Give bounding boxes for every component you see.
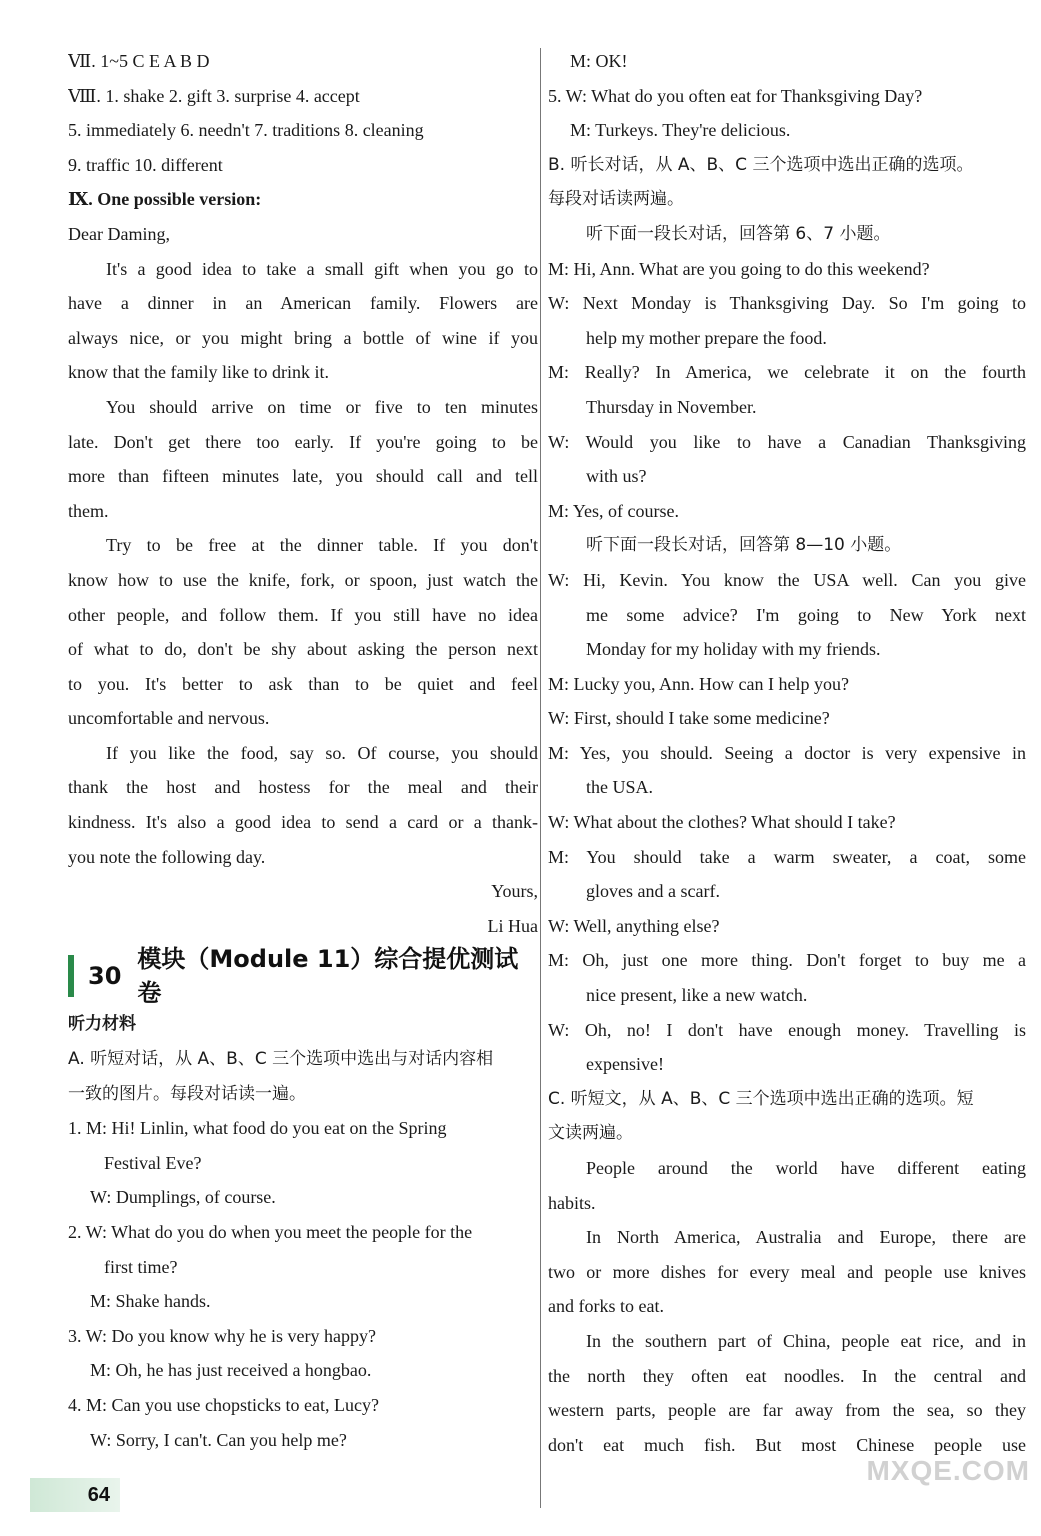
text-line: Thursday in November.: [586, 396, 757, 417]
text-line: you note the following day.: [68, 846, 266, 867]
text-line: nice present, like a new watch.: [586, 985, 808, 1006]
text-line: M: Shake hands.: [90, 1291, 211, 1312]
text-line: M: Oh, just one more thing. Don't forget to buy me a: [548, 950, 1026, 971]
text-line: People around the world have different eating: [586, 1158, 1026, 1178]
answer-key-and-essay: [68, 44, 538, 943]
section-title: [68, 944, 538, 1008]
text-line: and forks to eat.: [548, 1296, 664, 1317]
text-line: A. 听短对话，从 A、B、C 三个选项中选出与对话内容相: [68, 1049, 494, 1070]
page-number: 64: [30, 1478, 120, 1512]
text-line: W: First, should I take some medicine?: [548, 708, 830, 729]
text-line: Ⅸ. One possible version:: [68, 189, 262, 210]
text-line: Ⅷ. 1. shake 2. gift 3. surprise 4. accept: [68, 85, 360, 106]
text-line: Ⅶ. 1~5 C E A B D: [68, 51, 210, 71]
text-line: W: Hi, Kevin. You know the USA well. Can you give: [548, 569, 1026, 590]
text-line: It's a good idea to take a small gift when you go to: [106, 258, 538, 279]
text-line: M: You should take a warm sweater, a coat, some: [548, 846, 1026, 867]
text-line: Festival Eve?: [104, 1152, 202, 1173]
text-line: W: Oh, no! I don't have enough money. Travelling is: [548, 1019, 1026, 1040]
text-line: uncomfortable and nervous.: [68, 708, 270, 729]
text-line: M: Turkeys. They're delicious.: [570, 120, 791, 141]
text-line: help my mother prepare the food.: [586, 327, 827, 348]
text-line: 一致的图片。每段对话读一遍。: [68, 1083, 306, 1104]
text-line: have a dinner in an American family. Flowers are: [68, 293, 538, 314]
text-line: In North America, Australia and Europe, there are: [586, 1227, 1026, 1248]
text-line: 3. W: Do you know why he is very happy?: [68, 1325, 376, 1346]
text-line: 听力材料: [68, 1014, 136, 1035]
listening-materials-part-a: [68, 1007, 538, 1457]
text-line: W: Sorry, I can't. Can you help me?: [90, 1429, 347, 1450]
text-line: always nice, or you might bring a bottle of wine if you: [68, 327, 538, 348]
text-line: the north they often eat noodles. In the central and: [548, 1365, 1026, 1386]
text-line: 5. W: What do you often eat for Thanksgiving Day?: [548, 85, 923, 106]
right-column: [548, 44, 1026, 1462]
text-line: kindness. It's also a good idea to send a card or a thank-: [68, 812, 538, 833]
text-line: 4. M: Can you use chopsticks to eat, Lucy?: [68, 1394, 379, 1415]
text-line: 听下面一段长对话，回答第 8—10 小题。: [586, 535, 902, 556]
text-line: If you like the food, say so. Of course, you should: [106, 742, 538, 763]
text-line: late. Don't get there too early. If you're going to be: [68, 431, 538, 452]
text-line: me some advice? I'm going to New York next: [586, 604, 1026, 625]
text-line: two or more dishes for every meal and people use knives: [548, 1261, 1026, 1282]
watermark-logo: MXQE.COM: [866, 1455, 1030, 1486]
text-line: other people, and follow them. If you still have no idea: [68, 604, 538, 625]
listening-materials-continued: [548, 44, 1026, 1462]
text-line: to you. It's better to ask than to be quiet and feel: [68, 673, 538, 694]
text-line: M: Oh, he has just received a hongbao.: [90, 1360, 372, 1381]
text-line: Try to be free at the dinner table. If you don't: [106, 535, 538, 556]
text-line: more than fifteen minutes late, you should call and tell: [68, 466, 538, 487]
text-line: W: Would you like to have a Canadian Thanksgiving: [548, 431, 1026, 452]
text-line: You should arrive on time or five to ten minutes: [106, 396, 538, 417]
text-line: know how to use the knife, fork, or spoon, just watch the: [68, 569, 538, 590]
text-line: the USA.: [586, 777, 653, 798]
text-line: gloves and a scarf.: [586, 881, 720, 902]
text-line: M: Hi, Ann. What are you going to do this weekend?: [548, 258, 930, 279]
text-line: 每段对话读两遍。: [548, 189, 684, 210]
text-line: M: OK!: [570, 51, 628, 71]
text-line: W: Dumplings, of course.: [90, 1187, 276, 1208]
text-line: W: Well, anything else?: [548, 915, 720, 936]
text-line: of what to do, don't be shy about asking the person next: [68, 639, 538, 660]
text-line: 听下面一段长对话，回答第 6、7 小题。: [586, 223, 891, 244]
text-line: habits.: [548, 1192, 596, 1213]
text-line: expensive!: [586, 1054, 664, 1075]
text-line: Dear Daming,: [68, 223, 170, 244]
text-line: 1. M: Hi! Linlin, what food do you eat on the Spring: [68, 1118, 447, 1139]
text-line: first time?: [104, 1256, 178, 1277]
section-number: 30: [88, 962, 122, 991]
text-line: M: Yes, of course.: [548, 500, 680, 521]
text-line: 2. W: What do you do when you meet the people for the: [68, 1222, 473, 1242]
text-line: W: What about the clothes? What should I take?: [548, 812, 896, 833]
text-line: 9. traffic 10. different: [68, 154, 223, 175]
text-line: C. 听短文，从 A、B、C 三个选项中选出正确的选项。短: [548, 1088, 974, 1109]
text-line: Li Hua: [487, 915, 538, 936]
text-line: M: Yes, you should. Seeing a doctor is very expensive in: [548, 742, 1026, 763]
text-line: Monday for my holiday with my friends.: [586, 639, 881, 660]
text-line: 5. immediately 6. needn't 7. traditions 8. cleaning: [68, 120, 424, 141]
text-line: B. 听长对话，从 A、B、C 三个选项中选出正确的选项。: [548, 154, 974, 175]
text-line: In the southern part of China, people eat rice, and in: [586, 1330, 1026, 1351]
text-line: W: Next Monday is Thanksgiving Day. So I'm going to: [548, 293, 1026, 314]
text-line: M: Really? In America, we celebrate it on the fourth: [548, 362, 1026, 383]
text-line: western parts, people are far away from the sea, so they: [548, 1400, 1026, 1421]
text-line: know that the family like to drink it.: [68, 362, 329, 383]
column-divider: [540, 48, 541, 1508]
text-line: 文读两遍。: [548, 1123, 633, 1144]
text-line: them.: [68, 500, 109, 521]
text-line: don't eat much fish. But most Chinese people use: [548, 1434, 1026, 1455]
left-column: [68, 44, 538, 1457]
text-line: with us?: [586, 466, 647, 487]
section-title-text: 模块（Module 11）综合提优测试卷: [137, 944, 519, 1008]
text-line: thank the host and hostess for the meal and their: [68, 777, 538, 798]
text-line: Yours,: [491, 881, 538, 902]
text-line: M: Lucky you, Ann. How can I help you?: [548, 673, 849, 694]
